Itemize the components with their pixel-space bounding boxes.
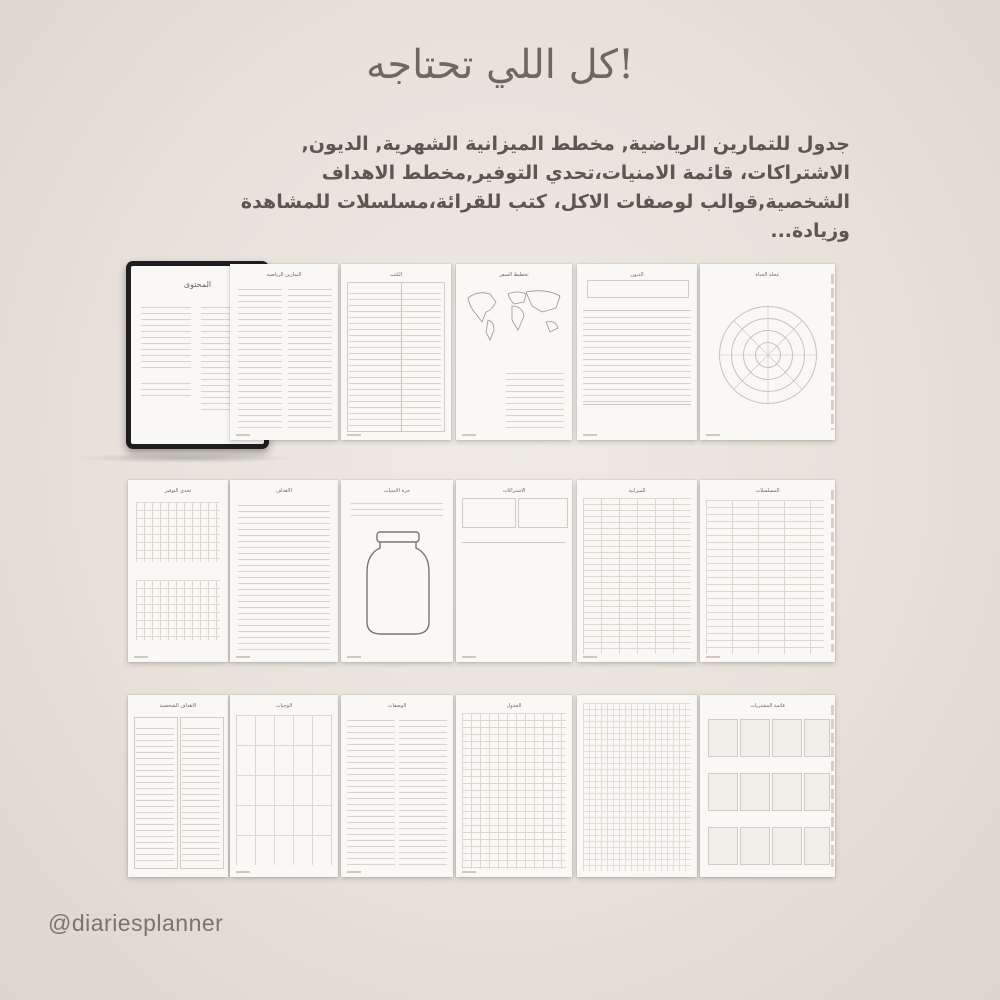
footer-mark: [583, 656, 597, 658]
page-label: عجلة الحياة: [755, 272, 780, 278]
books-column-divider: [401, 282, 402, 432]
planner-page-debts: [577, 264, 697, 440]
footer-mark: [462, 434, 476, 436]
log-lines-left: [238, 284, 282, 432]
savings-grid-bottom: [136, 580, 220, 640]
wish-jar-intro-lines: [351, 498, 443, 520]
page-label: الجدول: [506, 703, 522, 709]
shopping-card-6: [740, 773, 770, 811]
log-lines-right: [288, 284, 332, 432]
footer-mark: [462, 656, 476, 658]
page-label: الميزانية: [628, 488, 646, 494]
shopping-card-11: [772, 827, 802, 865]
planner-page-goals: [230, 480, 338, 662]
shopping-card-4: [804, 719, 830, 757]
page-label: قائمة المشتريات: [750, 703, 785, 709]
footer-mark: [236, 871, 250, 873]
planner-page-life-wheel: [700, 264, 835, 440]
planner-page-shopping: [700, 695, 835, 877]
planner-page-meals: [230, 695, 338, 877]
footer-mark: [236, 434, 250, 436]
goals-rows-right: [182, 723, 220, 863]
planner-page-workout: [230, 264, 338, 440]
feature-description: جدول للتمارين الرياضية, مخطط الميزانية الشهرية, الديون, الاشتراكات، قائمة الامنيات،تحدي التوفير,مخطط الاهداف الشخصية,قوالب لوصفات الاكل، كتب للقرائة،مسلسلات للمشاهدة وزيادة...: [240, 133, 850, 242]
planner-page-personal-goals: [128, 695, 228, 877]
page-label: الاشتراكات: [502, 488, 526, 494]
debt-rows: [583, 312, 691, 402]
budget-table: [583, 498, 691, 654]
series-table: [706, 500, 824, 654]
footer-mark: [134, 656, 148, 658]
planner-page-subscriptions: [456, 480, 572, 662]
debt-footer-line: [583, 404, 691, 405]
travel-lines: [506, 368, 564, 432]
planner-page-budget: [577, 480, 697, 662]
footer-mark: [347, 656, 361, 658]
savings-grid-top: [136, 502, 220, 562]
page-label: الاهداف: [275, 488, 293, 494]
recipes-lines-left: [347, 715, 395, 867]
meals-grid: [236, 715, 332, 865]
subscription-divider: [462, 542, 566, 543]
page-label: تخطيط السفر: [499, 272, 529, 278]
planner-page-recipes: [341, 695, 453, 877]
shopping-card-2: [740, 719, 770, 757]
page-label: الاهداف الشخصية: [159, 703, 197, 709]
footer-mark: [347, 871, 361, 873]
page-label: تحدي التوفير: [164, 488, 192, 494]
planner-page-grid-notes: [577, 695, 697, 877]
shopping-card-3: [772, 719, 802, 757]
shopping-card-12: [804, 827, 830, 865]
planner-page-books: [341, 264, 451, 440]
side-tabs[interactable]: [831, 490, 834, 652]
planner-page-wish-jar: [341, 480, 453, 662]
side-tabs[interactable]: [831, 705, 834, 867]
shopping-card-10: [740, 827, 770, 865]
page-title: كل اللي تحتاجه!: [365, 42, 635, 88]
schedule-grid: [462, 713, 566, 869]
instagram-handle: @diariesplanner: [48, 910, 224, 936]
page-label: المسلسلات: [755, 488, 780, 494]
debt-summary-box: [587, 280, 689, 298]
tablet-shadow: [76, 453, 296, 463]
planner-page-series: [700, 480, 835, 662]
page-label: الكتب: [389, 272, 403, 278]
goals-rows-left: [136, 723, 174, 863]
planner-page-savings-challenge: [128, 480, 228, 662]
planner-page-travel: [456, 264, 572, 440]
contents-list-left: [141, 302, 191, 372]
subscription-box-1: [462, 498, 516, 528]
footer-mark: [462, 871, 476, 873]
page-label: الوصفات: [387, 703, 407, 709]
page-label: التمارين الرياضية: [266, 272, 302, 278]
contents-page-title: المحتوى: [183, 280, 212, 289]
page-label: الوجبات: [275, 703, 293, 709]
notes-grid: [583, 703, 691, 871]
shopping-card-7: [772, 773, 802, 811]
recipes-lines-right: [399, 715, 447, 867]
shopping-card-5: [708, 773, 738, 811]
shopping-card-1: [708, 719, 738, 757]
life-wheel-spokes: [719, 306, 817, 404]
page-label: الديون: [630, 272, 644, 278]
planner-page-schedule: [456, 695, 572, 877]
shopping-card-8: [804, 773, 830, 811]
books-rows: [349, 288, 441, 428]
footer-mark: [706, 434, 720, 436]
subscription-box-2: [518, 498, 568, 528]
shopping-card-9: [708, 827, 738, 865]
side-tabs[interactable]: [831, 274, 834, 430]
footer-mark: [236, 656, 250, 658]
footer-mark: [347, 434, 361, 436]
footer-mark: [706, 656, 720, 658]
goals-lines: [238, 500, 330, 652]
contents-list-bottom: [141, 378, 191, 398]
world-map-icon: [462, 284, 566, 344]
debt-header-line: [583, 310, 691, 311]
footer-mark: [583, 434, 597, 436]
jar-icon: [363, 528, 433, 638]
page-label: جرة الامنيات: [383, 488, 411, 494]
